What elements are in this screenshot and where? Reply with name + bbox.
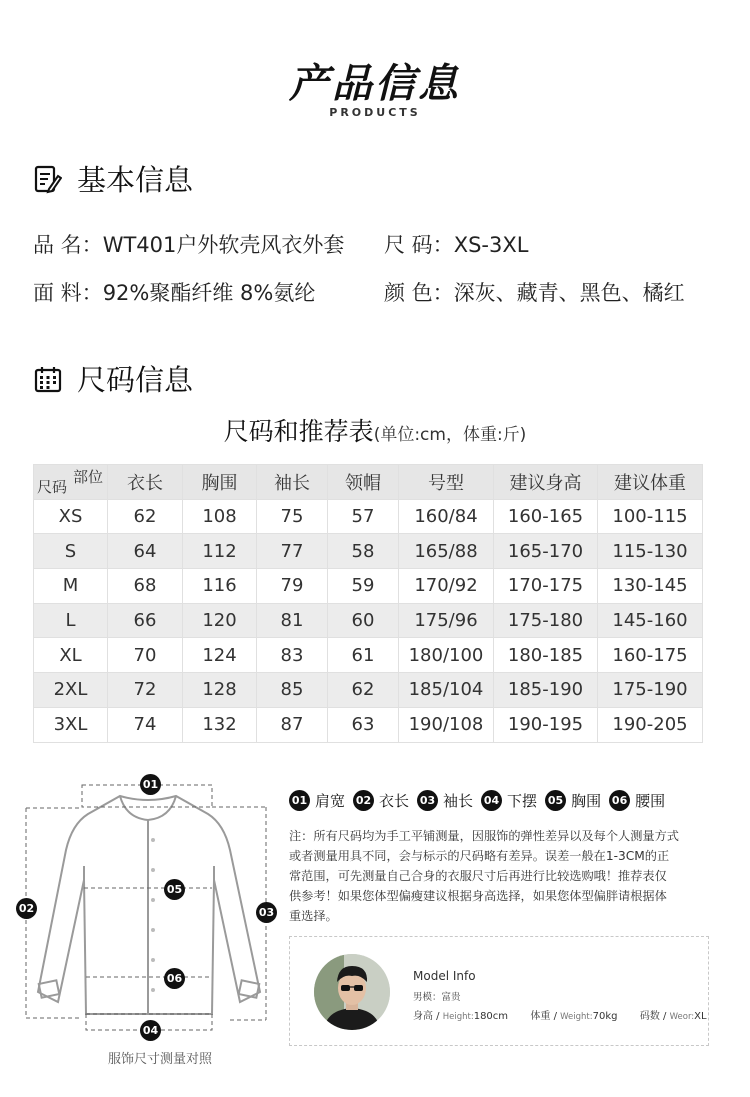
table-cell: XL — [34, 638, 108, 673]
color-label: 颜 色： — [384, 281, 454, 305]
model-portrait-icon — [314, 954, 390, 1030]
table-cell: 60 — [328, 603, 399, 638]
table-row — [34, 499, 703, 534]
size-value: XL — [694, 1011, 707, 1022]
height-value: 180cm — [473, 1011, 509, 1022]
model-stats — [413, 1007, 707, 1022]
table-row — [34, 534, 703, 569]
table-cell: 160-175 — [598, 638, 703, 673]
table-cell: 170/92 — [399, 569, 494, 604]
table-cell: 145-160 — [598, 603, 703, 638]
marker-01: 01 — [140, 774, 161, 795]
table-cell: 116 — [183, 569, 257, 604]
note-line: 常范围，可先测量自己合身的衣服尺寸后再进行比较选购哦！推荐表仅 — [289, 869, 667, 883]
legend-number: 02 — [353, 790, 374, 811]
table-cell: 83 — [257, 638, 328, 673]
table-cell: 59 — [328, 569, 399, 604]
legend-number: 03 — [417, 790, 438, 811]
column-header: 建议体重 — [598, 465, 703, 500]
model-name: 男模：富贵 — [413, 992, 461, 1003]
size-info-heading — [33, 358, 193, 399]
table-cell: 124 — [183, 638, 257, 673]
table-row — [34, 603, 703, 638]
table-cell: 130-145 — [598, 569, 703, 604]
table-cell: 160/84 — [399, 499, 494, 534]
legend-number: 01 — [289, 790, 310, 811]
table-cell: 190-195 — [494, 707, 598, 742]
table-cell: 3XL — [34, 707, 108, 742]
table-corner-cell — [34, 465, 108, 500]
table-cell: M — [34, 569, 108, 604]
table-cell: 190-205 — [598, 707, 703, 742]
table-cell: 63 — [328, 707, 399, 742]
table-cell: 120 — [183, 603, 257, 638]
model-avatar — [314, 954, 390, 1030]
column-header: 袖长 — [257, 465, 328, 500]
table-cell: 185/104 — [399, 673, 494, 708]
table-cell: 165-170 — [494, 534, 598, 569]
table-cell: 160-165 — [494, 499, 598, 534]
legend-item — [545, 790, 601, 811]
basic-info-heading — [33, 158, 193, 199]
legend-label: 衣长 — [379, 792, 410, 810]
table-cell: XS — [34, 499, 108, 534]
color-row — [384, 277, 685, 307]
page-title: 产品信息 — [289, 61, 461, 107]
product-name-label: 品 名： — [33, 233, 103, 257]
diagram-caption: 服饰尺寸测量对照 — [107, 1052, 212, 1067]
table-cell: 85 — [257, 673, 328, 708]
table-cell: S — [34, 534, 108, 569]
document-edit-icon — [33, 164, 63, 194]
table-cell: 132 — [183, 707, 257, 742]
table-cell: 112 — [183, 534, 257, 569]
table-cell: 180/100 — [399, 638, 494, 673]
table-cell: 79 — [257, 569, 328, 604]
size-table — [33, 464, 703, 743]
table-cell: 100-115 — [598, 499, 703, 534]
legend-label: 腰围 — [635, 792, 666, 810]
table-row — [34, 707, 703, 742]
column-header: 胸围 — [183, 465, 257, 500]
legend-number: 05 — [545, 790, 566, 811]
table-cell: 115-130 — [598, 534, 703, 569]
legend-label: 肩宽 — [315, 792, 346, 810]
legend-number: 06 — [609, 790, 630, 811]
table-cell: 58 — [328, 534, 399, 569]
note-line: 或者测量用具不同，会与标示的尺码略有差异。误差一般在1-3CM的正 — [289, 849, 670, 863]
basic-info-title: 基本信息 — [77, 163, 194, 197]
table-cell: L — [34, 603, 108, 638]
shirt-outline-icon — [22, 770, 280, 1050]
table-cell: 74 — [108, 707, 183, 742]
table-cell: 70 — [108, 638, 183, 673]
color-value: 深灰、藏青、黑色、橘红 — [453, 281, 685, 305]
table-cell: 2XL — [34, 673, 108, 708]
size-info-title: 尺码信息 — [77, 363, 194, 397]
corner-label-part: 部位 — [72, 468, 103, 486]
column-header: 领帽 — [328, 465, 399, 500]
note-line: 供参考！如果您体型偏瘦建议根据身高选择，如果您体型偏胖请根据体 — [289, 889, 667, 903]
table-cell: 81 — [257, 603, 328, 638]
marker-04: 04 — [140, 1020, 161, 1041]
table-cell: 64 — [108, 534, 183, 569]
size-range-value: XS-3XL — [453, 233, 529, 257]
measurement-note — [289, 826, 719, 926]
column-header: 建议身高 — [494, 465, 598, 500]
note-line: 注：所有尺码均为手工平铺测量，因服饰的弹性差异以及每个人测量方式 — [289, 829, 679, 843]
marker-02: 02 — [16, 898, 37, 919]
table-cell: 57 — [328, 499, 399, 534]
table-cell: 72 — [108, 673, 183, 708]
size-range-label: 尺 码： — [384, 233, 454, 257]
model-info-title: Model Info — [413, 969, 476, 983]
note-line: 重选择。 — [289, 909, 338, 923]
size-label-en: Weor: — [669, 1012, 695, 1022]
table-cell: 165/88 — [399, 534, 494, 569]
height-label-en: Height: — [442, 1012, 474, 1022]
measurement-legend — [289, 790, 665, 811]
table-cell: 170-175 — [494, 569, 598, 604]
table-title-main: 尺码和推荐表 — [223, 417, 374, 446]
page-subtitle: PRODUCTS — [329, 106, 421, 119]
marker-06: 06 — [164, 968, 185, 989]
calendar-grid-icon — [33, 364, 63, 394]
legend-label: 袖长 — [443, 792, 474, 810]
table-cell: 62 — [328, 673, 399, 708]
legend-label: 下摆 — [507, 792, 538, 810]
legend-number: 04 — [481, 790, 502, 811]
legend-item — [353, 790, 409, 811]
legend-item — [481, 790, 537, 811]
fabric-value: 92%聚酯纤维 8%氨纶 — [102, 281, 316, 305]
weight-label-en: Weight: — [560, 1012, 593, 1022]
table-title — [0, 412, 750, 448]
column-header: 号型 — [399, 465, 494, 500]
table-cell: 190/108 — [399, 707, 494, 742]
size-range-row — [384, 229, 528, 259]
weight-label: 体重 / — [530, 1011, 561, 1022]
table-cell: 108 — [183, 499, 257, 534]
legend-item — [289, 790, 345, 811]
table-cell: 175-180 — [494, 603, 598, 638]
legend-item — [417, 790, 473, 811]
table-cell: 77 — [257, 534, 328, 569]
legend-item — [609, 790, 665, 811]
model-info-card — [289, 936, 709, 1046]
table-cell: 66 — [108, 603, 183, 638]
table-cell: 75 — [257, 499, 328, 534]
marker-05: 05 — [164, 879, 185, 900]
size-label: 码数 / — [639, 1011, 670, 1022]
table-cell: 68 — [108, 569, 183, 604]
table-row — [34, 569, 703, 604]
table-row — [34, 638, 703, 673]
table-title-unit: (单位:cm，体重:斤) — [373, 425, 527, 445]
column-header: 衣长 — [108, 465, 183, 500]
fabric-label: 面 料： — [33, 281, 103, 305]
corner-label-size: 尺码 — [37, 477, 68, 496]
marker-03: 03 — [256, 902, 277, 923]
fabric-row — [33, 277, 315, 307]
product-name-row — [33, 229, 344, 259]
table-cell: 128 — [183, 673, 257, 708]
table-cell: 175/96 — [399, 603, 494, 638]
table-cell: 175-190 — [598, 673, 703, 708]
product-name-value: WT401户外软壳风衣外套 — [102, 233, 345, 257]
height-label: 身高 / — [413, 1011, 443, 1022]
table-cell: 87 — [257, 707, 328, 742]
table-cell: 185-190 — [494, 673, 598, 708]
table-cell: 62 — [108, 499, 183, 534]
table-cell: 180-185 — [494, 638, 598, 673]
table-header-row — [34, 465, 703, 500]
weight-value: 70kg — [592, 1011, 618, 1022]
table-cell: 61 — [328, 638, 399, 673]
table-row — [34, 673, 703, 708]
legend-label: 胸围 — [571, 792, 602, 810]
measurement-diagram — [18, 770, 280, 1050]
